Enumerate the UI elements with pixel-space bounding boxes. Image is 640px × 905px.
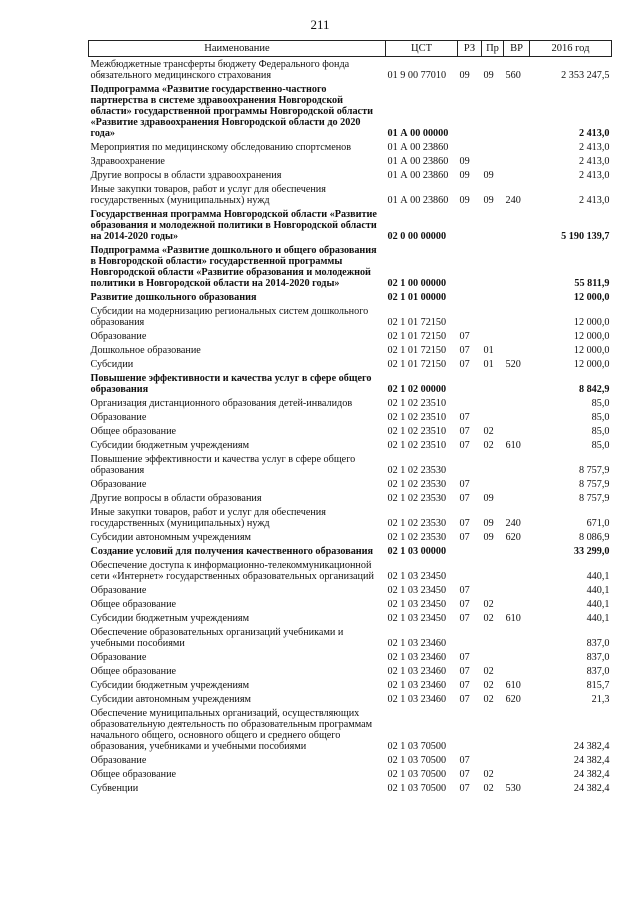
row-rz: 09 <box>459 170 470 181</box>
row-rz <box>458 290 482 304</box>
table-row <box>89 396 612 410</box>
row-name: Другие вопросы в области образования <box>90 493 262 504</box>
row-name: Иные закупки товаров, работ и услуг для обеспечения государственных (муниципальных) нужд <box>90 184 326 206</box>
row-rz: 09 <box>459 156 470 167</box>
table-row <box>89 329 612 343</box>
row-rz <box>458 140 482 154</box>
row-pr <box>482 371 504 396</box>
table-row <box>89 753 612 767</box>
row-sum: 8 757,9 <box>578 465 610 476</box>
row-rz <box>458 243 482 290</box>
row-cst: 01 А 00 23860 <box>387 142 449 153</box>
row-name: Общее образование <box>90 426 177 437</box>
row-sum: 5 190 139,7 <box>561 231 610 242</box>
row-rz: 07 <box>459 359 470 370</box>
row-sum: 8 757,9 <box>578 493 610 504</box>
row-vr <box>504 544 530 558</box>
row-pr: 02 <box>483 426 494 437</box>
table-row <box>89 767 612 781</box>
row-name: Образование <box>90 479 147 490</box>
table-row <box>89 424 612 438</box>
row-vr <box>504 243 530 290</box>
header-rz: РЗ <box>458 41 482 57</box>
header-pr: Пр <box>482 41 504 57</box>
row-name: Подпрограмма «Развитие дошкольного и общего образования в Новгородской области» государственной программы Новгородской области «Развитие образования и молодежной политики в Новгородской области на 2014-2020 годы» <box>90 245 377 289</box>
table-row <box>89 491 612 505</box>
row-rz <box>458 544 482 558</box>
row-cst: 02 1 02 23530 <box>387 532 447 543</box>
row-vr: 610 <box>505 680 521 691</box>
row-vr <box>504 583 530 597</box>
table-row <box>89 678 612 692</box>
row-pr: 02 <box>483 599 494 610</box>
row-name: Подпрограмма «Развитие государственно-частного партнерства в системе здравоохранения Новгородской области» государственной программы Новгородской области «Развитие здравоохранения Новгородской области до 2020 года» <box>90 84 373 139</box>
table-row <box>89 477 612 491</box>
row-cst: 01 А 00 23860 <box>387 156 449 167</box>
row-name: Образование <box>90 755 147 766</box>
row-cst: 02 1 03 23460 <box>387 666 447 677</box>
row-rz: 07 <box>459 331 470 342</box>
row-sum: 2 413,0 <box>578 156 610 167</box>
row-name: Образование <box>90 652 147 663</box>
row-sum: 33 299,0 <box>573 546 610 557</box>
row-cst: 02 1 03 70500 <box>387 769 447 780</box>
row-cst: 02 1 02 23530 <box>387 493 447 504</box>
row-rz: 07 <box>459 769 470 780</box>
row-rz: 07 <box>459 518 470 529</box>
row-pr: 09 <box>483 532 494 543</box>
row-vr <box>504 558 530 583</box>
row-sum: 85,0 <box>591 426 610 437</box>
row-sum: 2 353 247,5 <box>561 70 610 81</box>
row-rz: 07 <box>459 479 470 490</box>
row-sum: 837,0 <box>586 638 610 649</box>
row-vr: 620 <box>505 532 521 543</box>
row-pr: 02 <box>483 613 494 624</box>
row-name: Образование <box>90 412 147 423</box>
table-row <box>89 558 612 583</box>
row-sum: 85,0 <box>591 440 610 451</box>
row-vr <box>504 168 530 182</box>
row-sum: 12 000,0 <box>573 317 610 328</box>
row-name: Субсидии бюджетным учреждениям <box>90 680 250 691</box>
row-name: Субсидии на модернизацию региональных систем дошкольного образования <box>90 306 369 328</box>
row-name: Организация дистанционного образования детей-инвалидов <box>90 398 353 409</box>
table-header <box>89 41 612 57</box>
row-rz: 07 <box>459 694 470 705</box>
header-sum: 2016 год <box>530 41 612 57</box>
row-pr <box>482 544 504 558</box>
row-sum: 12 000,0 <box>573 345 610 356</box>
row-pr: 09 <box>483 518 494 529</box>
row-sum: 24 382,4 <box>573 755 610 766</box>
row-cst: 02 1 03 23450 <box>387 613 447 624</box>
row-cst: 02 1 02 23510 <box>387 412 447 423</box>
row-rz <box>458 396 482 410</box>
row-name: Общее образование <box>90 666 177 677</box>
row-vr <box>504 767 530 781</box>
row-cst: 01 А 00 23860 <box>387 195 449 206</box>
row-rz: 07 <box>459 440 470 451</box>
table-row <box>89 650 612 664</box>
row-pr: 02 <box>483 783 494 794</box>
row-pr: 02 <box>483 666 494 677</box>
row-pr: 02 <box>483 680 494 691</box>
row-sum: 2 413,0 <box>578 142 610 153</box>
row-rz: 07 <box>459 493 470 504</box>
row-vr <box>504 452 530 477</box>
table-row <box>89 706 612 753</box>
row-name: Повышение эффективности и качества услуг в сфере общего образования <box>90 454 356 476</box>
row-cst: 02 1 03 70500 <box>387 783 447 794</box>
row-vr <box>504 207 530 243</box>
row-cst: 02 1 02 00000 <box>387 384 447 395</box>
table-row <box>89 243 612 290</box>
row-name: Общее образование <box>90 769 177 780</box>
row-pr: 02 <box>483 440 494 451</box>
row-vr <box>504 664 530 678</box>
row-name: Субсидии автономным учреждениям <box>90 694 251 705</box>
row-cst: 02 1 01 00000 <box>387 292 447 303</box>
table-row <box>89 583 612 597</box>
row-name: Дошкольное образование <box>90 345 201 356</box>
row-vr <box>504 753 530 767</box>
table-row <box>89 544 612 558</box>
row-sum: 12 000,0 <box>573 359 610 370</box>
row-sum: 8 086,9 <box>578 532 610 543</box>
row-cst: 02 1 02 23530 <box>387 518 447 529</box>
table-row <box>89 410 612 424</box>
row-vr: 530 <box>505 783 521 794</box>
table-row <box>89 57 612 83</box>
row-pr <box>482 304 504 329</box>
row-name: Образование <box>90 585 147 596</box>
row-sum: 837,0 <box>586 652 610 663</box>
row-pr: 09 <box>483 493 494 504</box>
row-cst: 02 1 02 23510 <box>387 398 447 409</box>
table-row <box>89 781 612 795</box>
row-vr: 240 <box>505 518 521 529</box>
row-sum: 2 413,0 <box>578 195 610 206</box>
row-cst: 01 А 00 23860 <box>387 170 449 181</box>
row-sum: 85,0 <box>591 412 610 423</box>
table-row <box>89 82 612 140</box>
row-sum: 24 382,4 <box>573 769 610 780</box>
row-sum: 12 000,0 <box>573 292 610 303</box>
row-sum: 24 382,4 <box>573 783 610 794</box>
row-name: Мероприятия по медицинскому обследованию спортсменов <box>90 142 352 153</box>
row-pr <box>482 706 504 753</box>
row-vr <box>504 625 530 650</box>
table-row <box>89 140 612 154</box>
row-sum: 2 413,0 <box>578 170 610 181</box>
row-name: Государственная программа Новгородской области «Развитие образования и молодежной политики в Новгородской области на 2014-2020 годы» <box>90 209 377 242</box>
table-row <box>89 207 612 243</box>
row-vr <box>504 396 530 410</box>
row-name: Другие вопросы в области здравоохранения <box>90 170 282 181</box>
row-pr <box>482 140 504 154</box>
row-name: Межбюджетные трансферты бюджету Федерального фонда обязательного медицинского страхования <box>90 59 350 81</box>
row-vr: 560 <box>505 70 521 81</box>
row-rz: 07 <box>459 680 470 691</box>
row-pr: 01 <box>483 345 494 356</box>
row-cst: 02 1 02 23510 <box>387 426 447 437</box>
row-vr: 520 <box>505 359 521 370</box>
row-pr: 09 <box>483 195 494 206</box>
row-pr <box>482 154 504 168</box>
table-row <box>89 154 612 168</box>
row-rz: 07 <box>459 599 470 610</box>
row-rz: 07 <box>459 652 470 663</box>
row-sum: 12 000,0 <box>573 331 610 342</box>
row-rz: 07 <box>459 755 470 766</box>
row-cst: 02 1 03 70500 <box>387 755 447 766</box>
table-row <box>89 371 612 396</box>
row-rz: 07 <box>459 426 470 437</box>
row-vr <box>504 491 530 505</box>
row-sum: 21,3 <box>591 694 610 705</box>
row-cst: 02 1 01 72150 <box>387 331 447 342</box>
row-vr <box>504 650 530 664</box>
row-cst: 02 1 03 23450 <box>387 571 447 582</box>
row-vr <box>504 410 530 424</box>
row-vr <box>504 290 530 304</box>
row-vr <box>504 154 530 168</box>
page-number: 211 <box>310 17 330 32</box>
row-pr <box>482 82 504 140</box>
row-cst: 02 1 03 23450 <box>387 599 447 610</box>
row-cst: 02 1 03 00000 <box>387 546 447 557</box>
row-cst: 02 1 02 23530 <box>387 479 447 490</box>
row-cst: 02 1 03 23460 <box>387 680 447 691</box>
row-vr <box>504 424 530 438</box>
row-sum: 815,7 <box>586 680 610 691</box>
row-rz: 07 <box>459 412 470 423</box>
row-vr <box>504 706 530 753</box>
table-row <box>89 343 612 357</box>
table-row <box>89 625 612 650</box>
row-sum: 55 811,9 <box>574 278 610 289</box>
row-rz: 07 <box>459 666 470 677</box>
row-name: Субвенции <box>90 783 139 794</box>
header-name: Наименование <box>89 41 386 57</box>
row-rz: 07 <box>459 345 470 356</box>
row-pr <box>482 410 504 424</box>
row-name: Субсидии бюджетным учреждениям <box>90 440 250 451</box>
table-row <box>89 505 612 530</box>
row-vr <box>504 304 530 329</box>
table-row <box>89 597 612 611</box>
row-pr <box>482 396 504 410</box>
row-pr <box>482 625 504 650</box>
row-rz: 07 <box>459 783 470 794</box>
row-sum: 85,0 <box>591 398 610 409</box>
row-name: Здравоохранение <box>90 156 165 167</box>
row-cst: 02 1 02 23510 <box>387 440 447 451</box>
row-cst: 02 1 03 23460 <box>387 638 447 649</box>
row-vr: 620 <box>505 694 521 705</box>
row-name: Создание условий для получения качественного образования <box>90 546 374 557</box>
row-rz <box>458 82 482 140</box>
row-cst: 02 1 02 23530 <box>387 465 447 476</box>
row-name: Иные закупки товаров, работ и услуг для обеспечения государственных (муниципальных) нужд <box>90 507 326 529</box>
row-vr: 610 <box>505 440 521 451</box>
row-sum: 440,1 <box>586 599 610 610</box>
row-rz <box>458 706 482 753</box>
row-sum: 440,1 <box>586 613 610 624</box>
row-pr <box>482 207 504 243</box>
row-cst: 02 1 03 23450 <box>387 585 447 596</box>
row-rz <box>458 558 482 583</box>
table-row <box>89 304 612 329</box>
row-name: Образование <box>90 331 147 342</box>
table-row <box>89 438 612 452</box>
row-rz: 09 <box>459 70 470 81</box>
row-vr <box>504 82 530 140</box>
row-cst: 02 1 03 23460 <box>387 652 447 663</box>
table-row <box>89 692 612 706</box>
row-name: Повышение эффективности и качества услуг в сфере общего образования <box>90 373 372 395</box>
row-name: Обеспечение образовательных организаций учебниками и учебными пособиями <box>90 627 344 649</box>
row-rz: 09 <box>459 195 470 206</box>
row-cst: 02 1 03 23460 <box>387 694 447 705</box>
row-vr: 240 <box>505 195 521 206</box>
row-name: Обеспечение муниципальных организаций, осуществляющих образовательную деятельность по образовательным программам начального общего, основного общего и среднего общего образования, учебниками и учебными пособиями <box>90 708 373 752</box>
row-cst: 02 1 00 00000 <box>387 278 447 289</box>
row-vr <box>504 477 530 491</box>
row-rz: 07 <box>459 585 470 596</box>
table-row <box>89 452 612 477</box>
budget-table <box>88 40 612 795</box>
row-cst: 02 1 01 72150 <box>387 345 447 356</box>
row-pr <box>482 583 504 597</box>
row-name: Субсидии автономным учреждениям <box>90 532 251 543</box>
row-rz <box>458 452 482 477</box>
table-row <box>89 664 612 678</box>
row-sum: 671,0 <box>586 518 610 529</box>
row-name: Субсидии <box>90 359 134 370</box>
row-name: Обеспечение доступа к информационно-телекоммуникационной сети «Интернет» государственных образовательных организаций <box>90 560 374 582</box>
row-sum: 8 757,9 <box>578 479 610 490</box>
row-pr: 09 <box>483 170 494 181</box>
row-pr: 01 <box>483 359 494 370</box>
table-body <box>89 57 612 796</box>
row-rz <box>458 304 482 329</box>
table-row <box>89 357 612 371</box>
row-pr: 02 <box>483 769 494 780</box>
row-cst: 02 0 00 00000 <box>387 231 447 242</box>
row-pr <box>482 452 504 477</box>
row-name: Развитие дошкольного образования <box>90 292 257 303</box>
table-row <box>89 530 612 544</box>
row-sum: 8 842,9 <box>578 384 610 395</box>
row-rz <box>458 207 482 243</box>
table-row <box>89 611 612 625</box>
row-cst: 02 1 03 70500 <box>387 741 447 752</box>
table-row <box>89 168 612 182</box>
row-pr <box>482 650 504 664</box>
row-rz: 07 <box>459 613 470 624</box>
row-rz <box>458 371 482 396</box>
row-cst: 02 1 01 72150 <box>387 317 447 328</box>
row-cst: 01 9 00 77010 <box>387 70 447 81</box>
row-rz: 07 <box>459 532 470 543</box>
row-sum: 837,0 <box>586 666 610 677</box>
row-pr <box>482 477 504 491</box>
row-vr <box>504 140 530 154</box>
row-pr <box>482 290 504 304</box>
row-pr <box>482 753 504 767</box>
row-vr <box>504 597 530 611</box>
row-vr <box>504 343 530 357</box>
row-vr <box>504 371 530 396</box>
row-pr <box>482 243 504 290</box>
row-vr: 610 <box>505 613 521 624</box>
row-sum: 2 413,0 <box>578 128 610 139</box>
row-pr <box>482 329 504 343</box>
row-cst: 02 1 01 72150 <box>387 359 447 370</box>
row-sum: 440,1 <box>586 585 610 596</box>
row-name: Общее образование <box>90 599 177 610</box>
table-row <box>89 290 612 304</box>
row-name: Субсидии бюджетным учреждениям <box>90 613 250 624</box>
header-vr: ВР <box>504 41 530 57</box>
row-pr: 09 <box>483 70 494 81</box>
row-pr <box>482 558 504 583</box>
row-pr: 02 <box>483 694 494 705</box>
row-vr <box>504 329 530 343</box>
table-row <box>89 182 612 207</box>
row-cst: 01 А 00 00000 <box>387 128 449 139</box>
row-sum: 24 382,4 <box>573 741 610 752</box>
row-sum: 440,1 <box>586 571 610 582</box>
header-cst: ЦСТ <box>386 41 458 57</box>
row-rz <box>458 625 482 650</box>
